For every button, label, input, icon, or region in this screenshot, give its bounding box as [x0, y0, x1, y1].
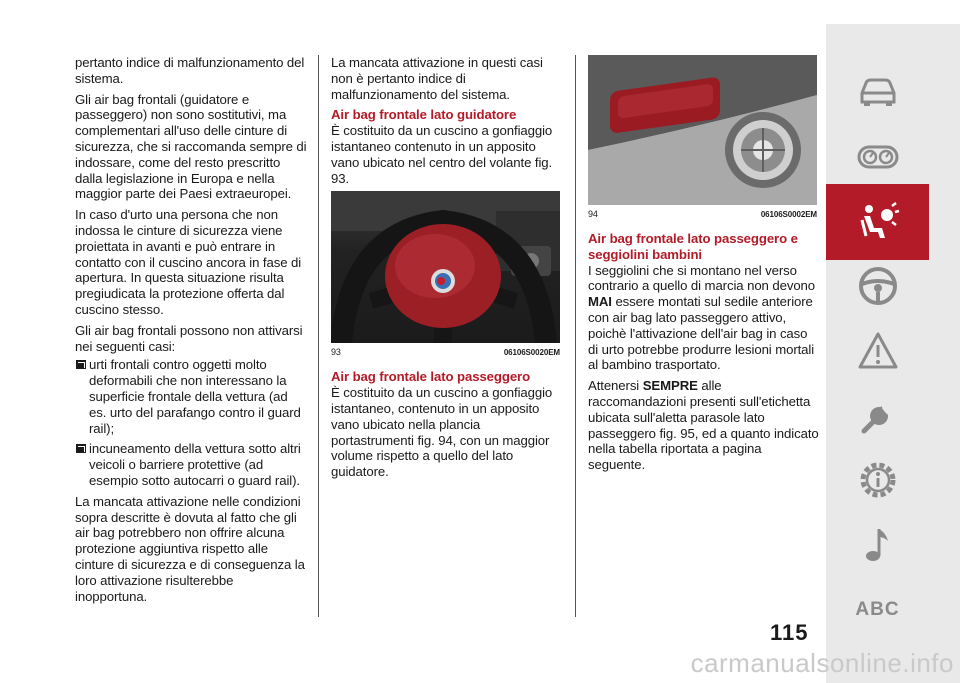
paragraph	[588, 263, 820, 374]
bullet-item	[75, 441, 307, 488]
paragraph	[588, 378, 820, 473]
page-number: 115	[770, 620, 809, 645]
paragraph: Gli air bag frontali (guidatore e passeggero) non sono sostitutivi, ma complementari all'uso delle cinture di sicurezza, che si raccomanda sempre di indossare, come del resto prescritto dalla legislazione in Europa e nella maggior parte dei Paesi extraeuropei.	[75, 91, 307, 202]
checkbox-bullet-icon	[76, 444, 86, 453]
sidebar-item-index[interactable]	[826, 572, 929, 648]
music-note-icon	[856, 523, 900, 567]
text-column-1	[75, 55, 307, 609]
steering-wheel-icon	[856, 264, 900, 308]
watermark: carmanualsonline.info	[690, 648, 954, 678]
figure-number: 93	[331, 347, 341, 358]
figure-caption	[331, 345, 560, 361]
paragraph: È costituito da un cuscino a gonfiaggio istantaneo, contenuto in un apposito vano ubicato nella plancia portastrumenti fig. 94, con un maggior volume rispetto a quello del lato guidatore.	[331, 385, 553, 480]
figure-number: 94	[588, 209, 598, 220]
figure-94-passenger-airbag-photo	[588, 55, 817, 205]
paragraph: È costituito da un cuscino a gonfiaggio istantaneo contenuto in un apposito vano ubicato nel centro del volante fig. 93.	[331, 123, 553, 186]
column-divider	[318, 55, 319, 617]
steering-wheel-airbag-illustration	[331, 191, 560, 343]
technical-data-gear-icon	[856, 458, 900, 502]
emphasis-text: MAI	[588, 294, 612, 310]
column-divider	[575, 55, 576, 617]
section-heading: Air bag frontale lato passeggero e seggiolini bambini	[588, 231, 798, 262]
paragraph: In caso d'urto una persona che non indossa le cinture di sicurezza viene proiettata in avanti e può entrare in contatto con il cuscino ancora in fase di apertura. In questa situazione risulta pregiudicata la protezione offerta dal cuscino stesso.	[75, 207, 302, 317]
paragraph: La mancata attivazione in questi casi non è pertanto indice di malfunzionamento del sistema.	[331, 55, 543, 102]
dashboard-gauges-icon	[856, 135, 900, 179]
paragraph: Gli air bag frontali possono non attivarsi nei seguenti casi:	[75, 322, 303, 354]
bullet-text: incuneamento della vettura sotto altri veicoli o barriere protettive (ad esempio sotto autocarri o guard rail).	[89, 441, 301, 488]
bullet-text: urti frontali contro oggetti molto deformabili che non interessano la superficie frontale della vettura (ad es. urto del parafango contro il guard rail);	[89, 357, 301, 436]
text-span: essere montati sul sedile anteriore con air bag lato passeggero attivo, poichè l'attivazione dell'air bag in caso di urto potrebbe produrre lesioni mortali al bambino trasportato.	[588, 294, 815, 373]
wrench-icon	[856, 393, 900, 437]
paragraph: pertanto indice di malfunzionamento del sistema.	[75, 55, 305, 86]
figure-caption	[588, 207, 817, 223]
airbag-seat-icon	[856, 200, 900, 244]
section-heading: Air bag frontale lato passeggero	[331, 369, 531, 385]
bullet-item	[75, 357, 307, 436]
checkbox-bullet-icon	[76, 360, 86, 369]
text-column-3	[588, 55, 820, 478]
emphasis-text: SEMPRE	[642, 378, 698, 394]
section-heading: Air bag frontale lato guidatore	[331, 107, 517, 123]
text-column-2	[331, 55, 563, 485]
sidebar-item-vehicle[interactable]	[826, 53, 929, 129]
figure-code: 06106S0020EM	[503, 348, 560, 358]
chapter-sidebar	[826, 24, 960, 683]
text-span: alle raccomandazioni presenti sull'etichetta ubicata sull'aletta parasole lato passeggero fig. 95, ed a quanto indicato nella tabella riportata a pagina seguente.	[588, 378, 819, 473]
warning-triangle-icon	[856, 329, 900, 373]
paragraph: La mancata attivazione nelle condizioni sopra descritte è dovuta al fatto che gli air bag potrebbero non offrire alcuna protezione aggiuntiva rispetto alle cinture di sicurezza e di conseguenza la loro attivazione risulterebbe inopportuna.	[75, 493, 305, 604]
text-span: I seggiolini che si montano nel verso contrario a quello di marcia non devono	[588, 262, 816, 294]
index-abc-label: ABC	[855, 599, 900, 620]
car-icon	[856, 69, 900, 113]
figure-93-driver-airbag-photo	[331, 191, 560, 343]
figure-code: 06106S0002EM	[760, 210, 817, 220]
dashboard-airbag-illustration	[588, 55, 817, 205]
text-span: Attenersi	[588, 378, 643, 394]
